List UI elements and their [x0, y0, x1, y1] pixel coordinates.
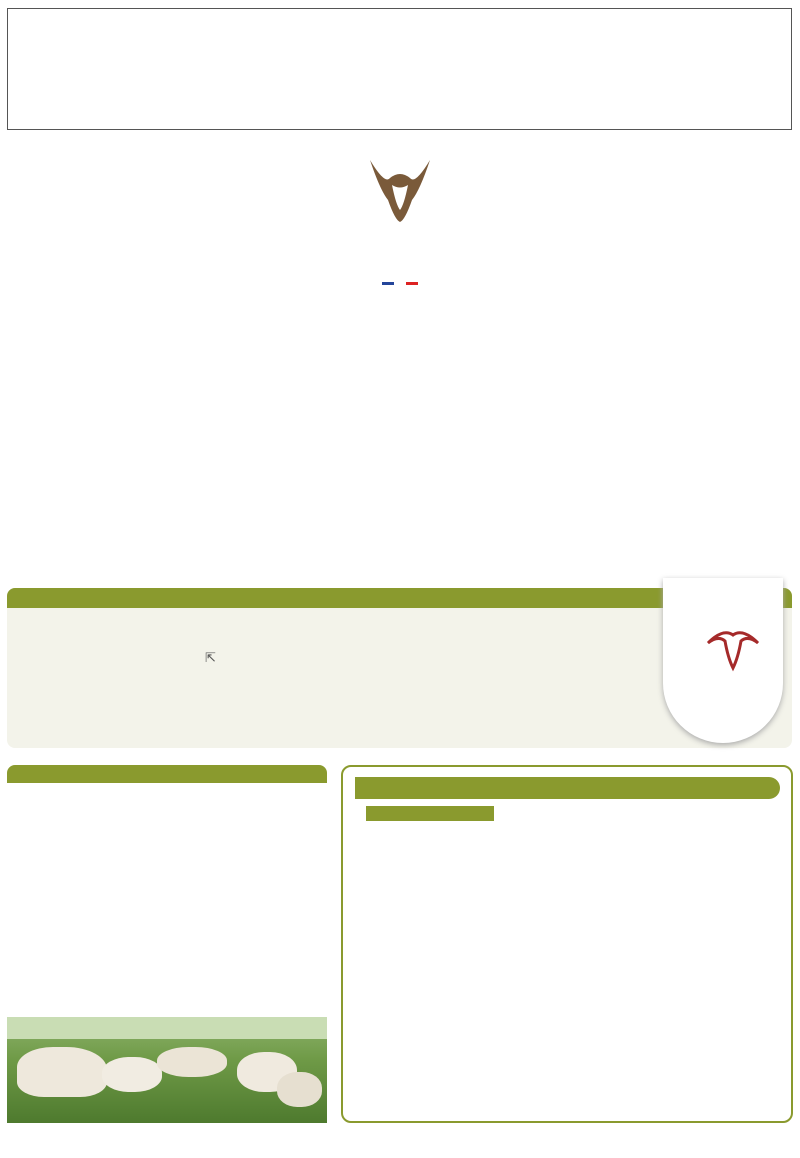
- header-box: [7, 8, 792, 130]
- genomic-chart: [360, 835, 790, 1055]
- bull-horn-icon: [703, 623, 763, 673]
- bull-head-icon: [300, 150, 500, 230]
- herdbook-logo: [663, 578, 783, 743]
- charolais-logo: [300, 150, 500, 290]
- genealogy-title: [7, 765, 327, 783]
- filiation-label: [366, 806, 494, 821]
- flag-stripe: [382, 282, 418, 285]
- cursor-icon: ⇱: [205, 650, 216, 665]
- cattle-photo: [7, 1017, 327, 1123]
- results-title: [355, 777, 780, 799]
